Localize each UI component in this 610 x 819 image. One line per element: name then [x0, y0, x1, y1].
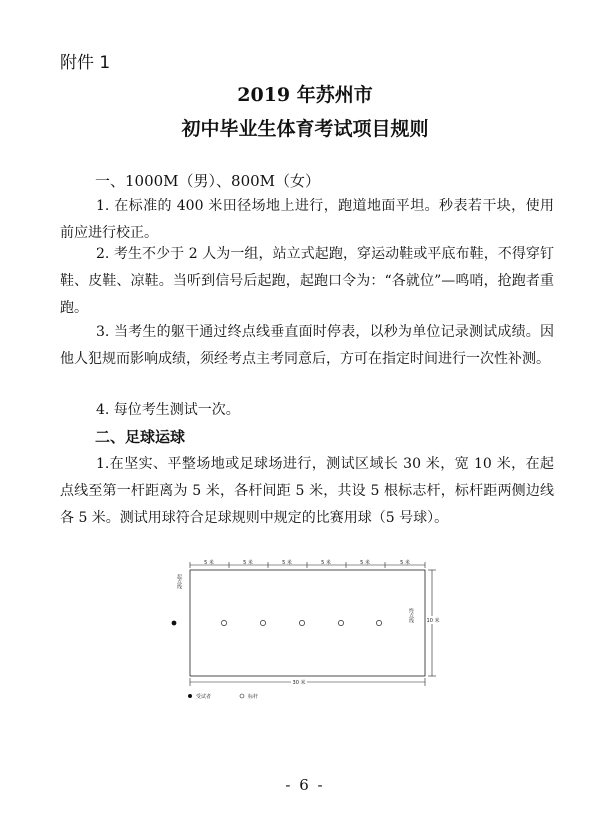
title-year-city: 2019 年苏州市 — [237, 84, 373, 106]
page-number: - 6 - — [285, 776, 325, 794]
pole-marker-4 — [338, 620, 343, 625]
pole-marker-5 — [376, 620, 381, 625]
finish-line-label: 终点线 — [408, 608, 414, 623]
player-marker — [172, 621, 177, 626]
pole-marker-3 — [299, 620, 304, 625]
section1-paragraph-1: 1. 在标准的 400 米田径场地上进行，跑道地面平坦。秒表若干块，使用前应进行校正。 — [60, 198, 554, 241]
section2-heading: 二、足球运球 — [95, 428, 186, 446]
width-label: 10 米 — [426, 618, 440, 624]
section1-paragraph-3: 3. 当考生的躯干通过终点线垂直面时停表，以秒为单位记录测试成绩。因他人犯规而影响成绩，须经考点主考同意后，方可在指定时间进行一次性补测。 — [60, 324, 554, 367]
segment-label-6: 5 米 — [400, 560, 410, 566]
legend-pole-label: 标杆 — [248, 694, 259, 700]
field-diagram-svg — [162, 556, 442, 706]
legend-player-label: 受试者 — [196, 694, 212, 700]
length-label: 30 米 — [292, 680, 306, 686]
section1-paragraph-4: 4. 每位考生测试一次。 — [96, 402, 240, 418]
field-diagram — [162, 556, 442, 706]
start-line-label: 起点线 — [176, 574, 182, 589]
section1-paragraph-2: 2. 考生不少于 2 人为一组，站立式起跑，穿运动鞋或平底布鞋，不得穿钉鞋、皮鞋、凉鞋。当听到信号后起跑，起跑口令为：“各就位”—鸣哨，抢跑者重跑。 — [60, 246, 554, 316]
legend-pole-symbol — [240, 694, 244, 698]
pole-marker-2 — [260, 620, 265, 625]
segment-label-3: 5 米 — [282, 560, 292, 566]
segment-label-1: 5 米 — [204, 560, 214, 566]
title-rules: 初中毕业生体育考试项目规则 — [181, 118, 429, 140]
section2-paragraph-1: 1.在坚实、平整场地或足球场进行，测试区域长 30 米，宽 10 米，在起点线至第一杆距离为 5 米，各杆间距 5 米，共设 5 根标志杆，标杆距两侧边线各 5 米。测试用球符合足球规则中规定的比赛用球（5 号球）。 — [60, 456, 554, 526]
segment-label-4: 5 米 — [321, 560, 331, 566]
attachment-label: 附件 1 — [60, 53, 111, 73]
segment-label-2: 5 米 — [243, 560, 253, 566]
segment-label-5: 5 米 — [360, 560, 370, 566]
pole-marker-1 — [221, 620, 226, 625]
legend-player-symbol — [188, 694, 192, 698]
section1-heading: 一、1000M（男）、800M（女） — [95, 172, 321, 190]
